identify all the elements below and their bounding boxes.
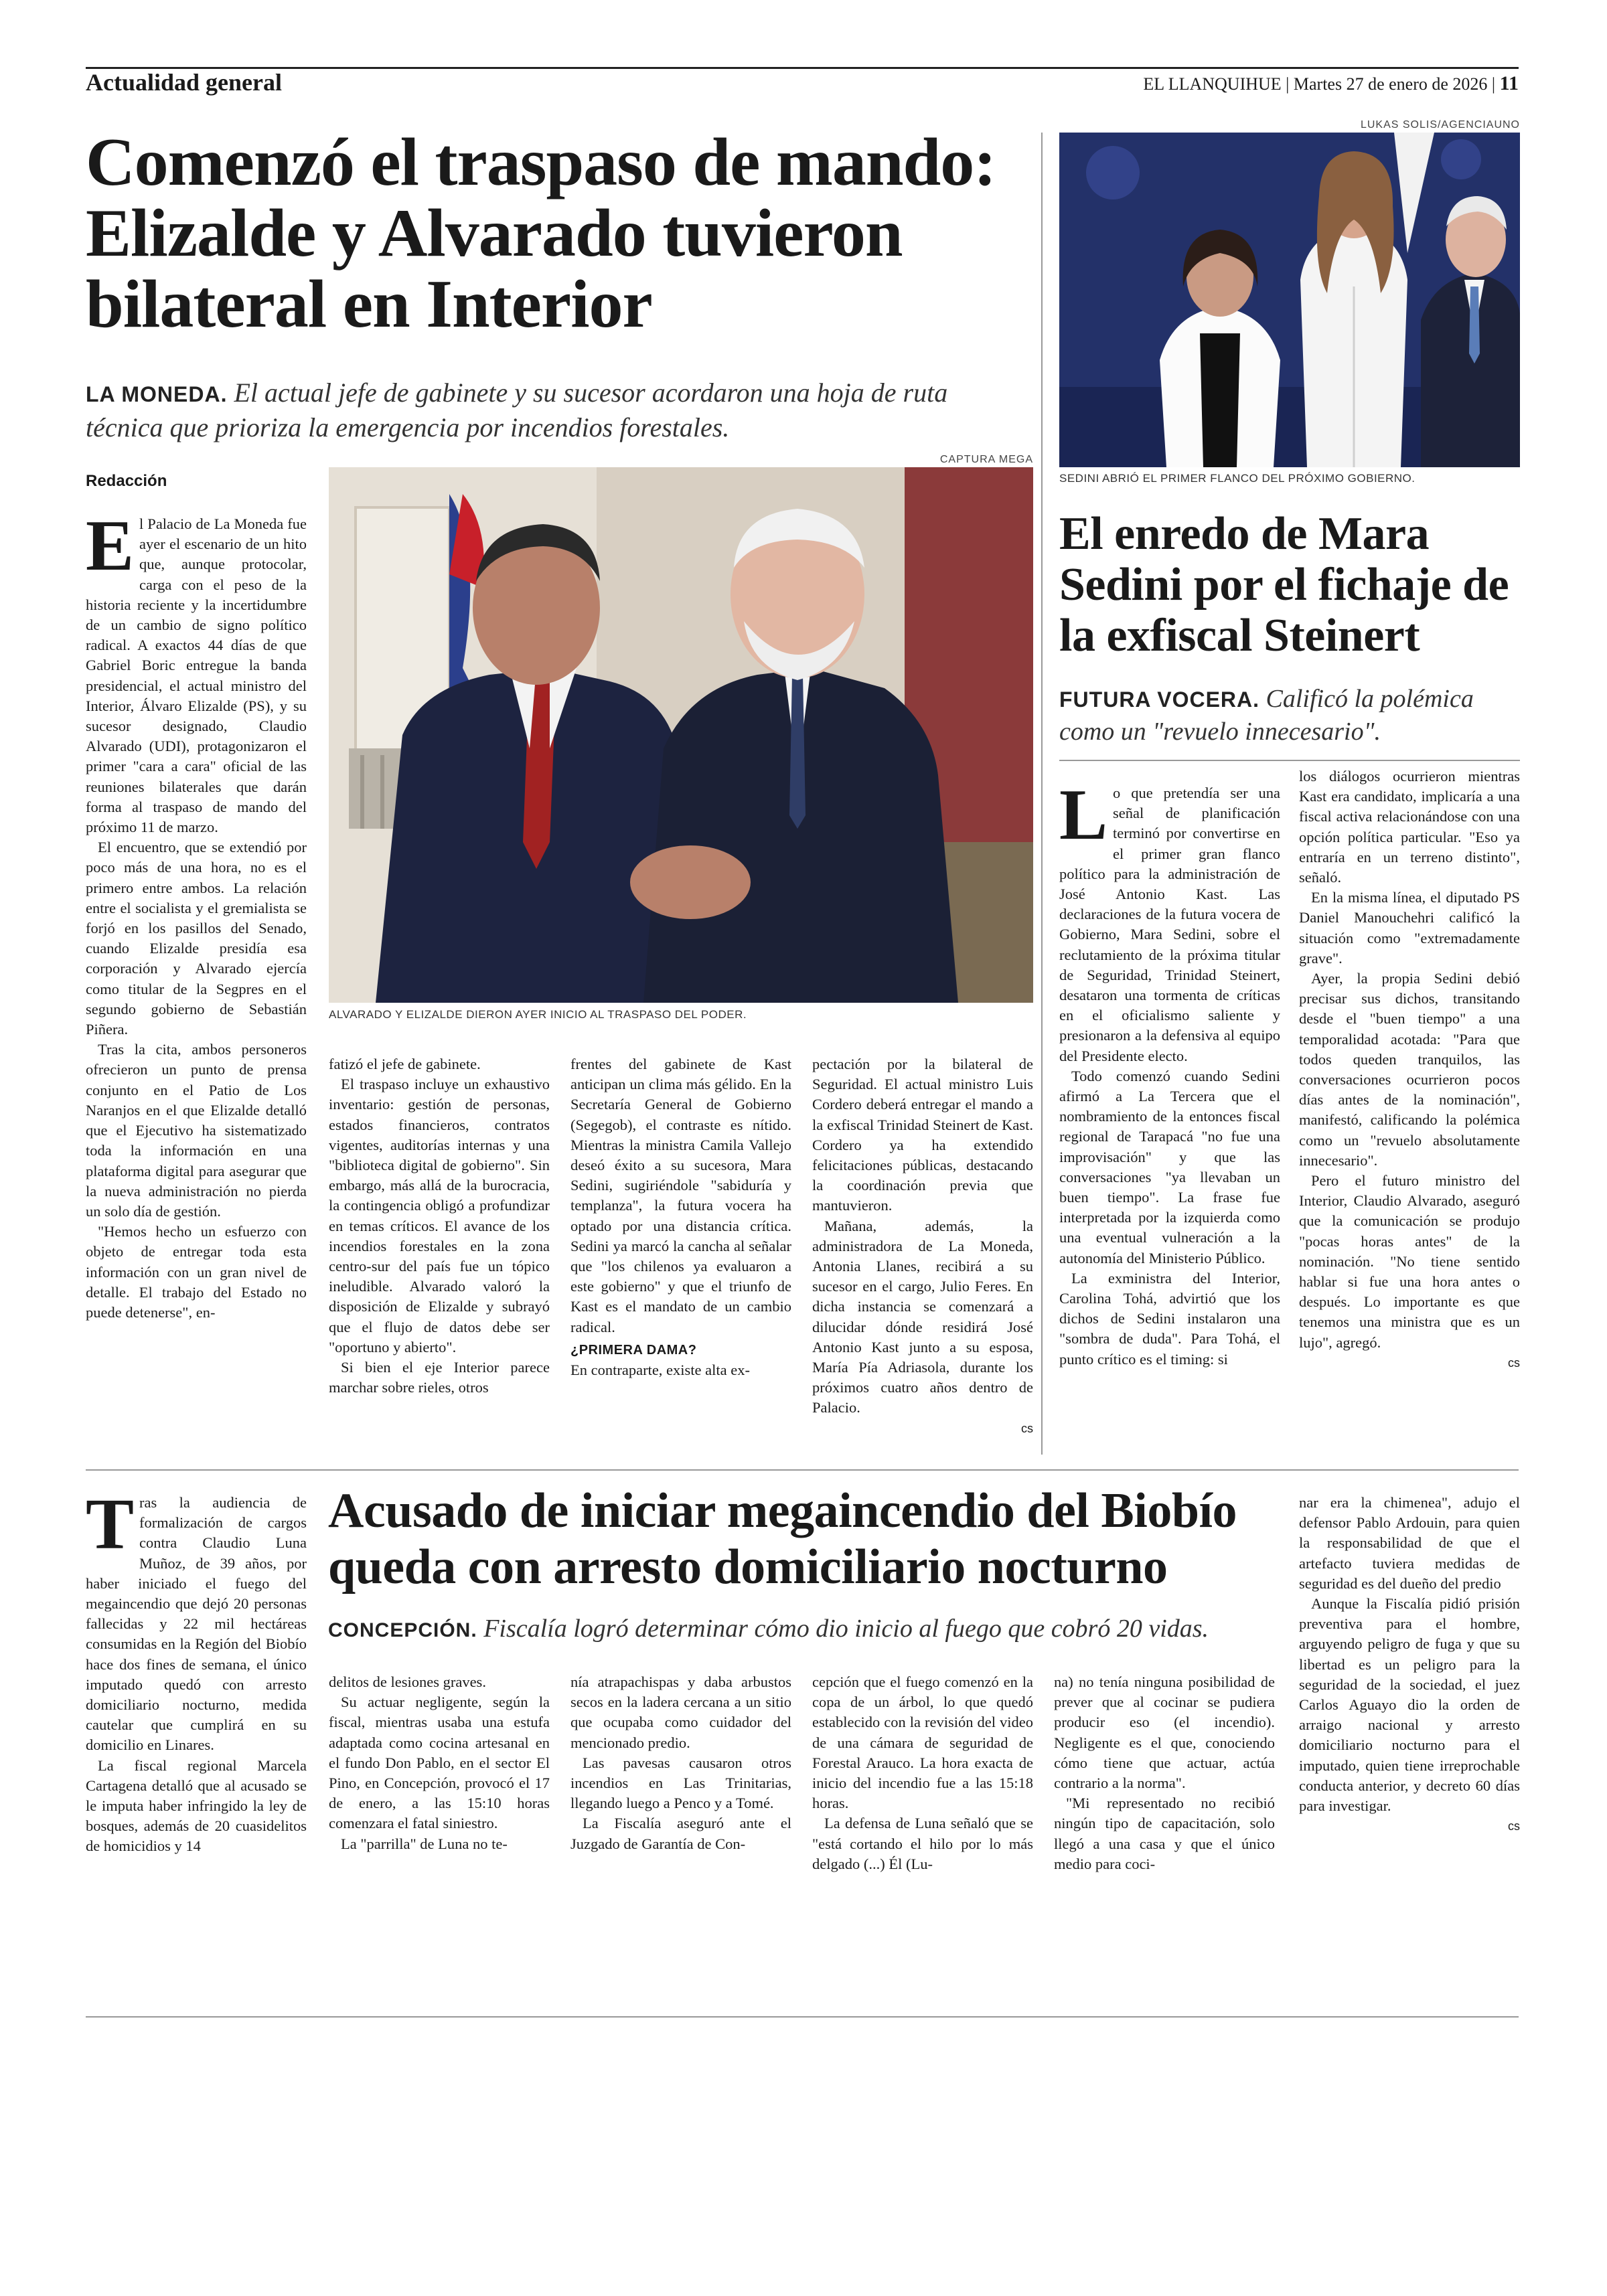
header-rule bbox=[86, 67, 1519, 69]
bottom-col-4 bbox=[812, 1672, 1033, 1874]
paragraph: La defensa de Luna señaló que se "está cortando el hilo por lo más delgado (...) Él (Lu- bbox=[812, 1815, 1033, 1872]
main-col-3 bbox=[570, 1054, 791, 1380]
bottom-col-6 bbox=[1299, 1493, 1520, 1836]
paragraph: Las pavesas causaron otros incendios en Las Trinitarias, llegando luego a Penco y a Tomé. bbox=[570, 1754, 791, 1812]
paragraph: "Mi representado no recibió ningún tipo de capacitación, solo llegó a una casa y que el único medio para coci- bbox=[1054, 1795, 1275, 1872]
issue-date: Martes 27 de enero de 2026 bbox=[1293, 74, 1488, 94]
section-title: Actualidad general bbox=[86, 69, 282, 96]
main-kicker: LA MONEDA. bbox=[86, 382, 228, 406]
paragraph: los diálogos ocurrieron mientras Kast era candidato, implicaría a una fiscal activa relacionándose con una opción política particular. "Eso ya entraría en un terreno distinto", señaló. bbox=[1299, 768, 1520, 886]
paragraph: pectación por la bilateral de Seguridad. El actual ministro Luis Cordero deberá entregar el mando a la exfiscal Trinidad Steinert de Kast. Cordero ya ha extendido felicitaciones públicas, destacando la coordinación previa que mantuvieron. bbox=[812, 1056, 1033, 1214]
main-photo-illustration bbox=[329, 467, 1033, 1003]
sidebar-col-2 bbox=[1299, 766, 1520, 1373]
main-col-1 bbox=[86, 506, 307, 1323]
sidebar-headline: El enredo de Mara Sedini por el fichaje de la exfiscal Steinert bbox=[1059, 508, 1509, 661]
main-col-2 bbox=[329, 1054, 550, 1398]
paragraph: La Fiscalía aseguró ante el Juzgado de Garantía de Con- bbox=[570, 1815, 791, 1852]
paragraph: cepción que el fuego comenzó en la copa de un árbol, lo que quedó establecido con la revisión del video de una cámara de seguridad de Forestal Arauco. La hora exacta de inicio del incendio fue a las 15:18 horas. bbox=[812, 1673, 1033, 1812]
section-rule bbox=[86, 1469, 1519, 1471]
paragraph: En la misma línea, el diputado PS Daniel Manouchehri calificó la situación como "extremadamente grave". bbox=[1299, 889, 1520, 967]
paragraph: El encuentro, que se extendió por poco más de una hora, no es el primero entre ambos. La relación entre el socialista y el gremialista se forjó en los pasillos del Senado, cuando Elizalde presidía esa corporación y Alvarado ejercía como titular de la Segpres en el segundo gobierno de Sebastián Piñera. bbox=[86, 839, 307, 1038]
bottom-deck bbox=[328, 1613, 1292, 1646]
bottom-headline: Acusado de iniciar megaincendio del Biobío queda con arresto domiciliario nocturno bbox=[328, 1483, 1237, 1594]
paragraph: Tras la audiencia de formalización de cargos contra Claudio Luna Muñoz, de 39 años, por haber iniciado el fuego del megaincendio que dejó 20 personas fallecidas y 22 mil hectáreas consumidas en la Región del Biobío hace dos fines de semana, el único imputado quedó con arresto domiciliario nocturno, medida cautelar que cumplirá en su domicilio en Linares. bbox=[86, 1485, 307, 1754]
main-deck-text: El actual jefe de gabinete y su sucesor acordaron una hoja de ruta técnica que prioriza la emergencia por incendios forestales. bbox=[86, 378, 948, 442]
bottom-col-2 bbox=[329, 1672, 550, 1854]
paragraph: frentes del gabinete de Kast anticipan un clima más gélido. En la Secretaría General de Gobierno (Segegob), el contraste es nítido. Mientras la ministra Camila Vallejo deseó éxito a su sucesora, Mara Sedini, sugiriéndole "sabiduría y templanza", la futura vocera ha optado por una distancia crítica. Sedini ya marcó la cancha al señalar que "los chilenos ya evaluaron a este gobierno" y que el triunfo de Kast es el mandato de un cambio radical. bbox=[570, 1056, 791, 1335]
sidebar-deck-text: Calificó la polémica como un "revuelo innecesario". bbox=[1059, 685, 1474, 746]
photo-credit: CAPTURA MEGA bbox=[939, 454, 1033, 465]
paragraph: Todo comenzó cuando Sedini afirmó a La Tercera que el nombramiento de la entonces fiscal regional de Tarapacá "no fue una improvisación" y que las conversaciones "ya llevaban un buen tiempo". La frase fue interpretada por la izquierda como una eventual vulneración a la autonomía del Ministerio Público. bbox=[1059, 1067, 1280, 1266]
bottom-col-3 bbox=[570, 1672, 791, 1854]
bottom-col-1 bbox=[86, 1485, 307, 1857]
paragraph: Tras la cita, ambos personeros ofrecieron un punto de prensa conjunto en el Patio de Los Naranjos en el que Elizalde detalló que el Ejecutivo ha sistematizado toda la información en una plataforma digital para asegurar que la nueva administración no pierda un solo día de gestión. bbox=[86, 1041, 307, 1220]
column-divider bbox=[1041, 133, 1043, 1455]
sidebar-photo-illustration bbox=[1059, 133, 1520, 467]
sidebar-kicker: FUTURA VOCERA. bbox=[1059, 687, 1260, 712]
page-number: 11 bbox=[1499, 72, 1519, 94]
subhead: ¿PRIMERA DAMA? bbox=[570, 1342, 697, 1358]
paragraph: La exministra del Interior, Carolina Tohá, advirtió que los dichos de Sedini instalaron una "sombra de duda". Para Tohá, el punto crítico es el timing: si bbox=[1059, 1269, 1280, 1368]
paragraph: Lo que pretendía ser una señal de planificación terminó por convertirse en el primer gran flanco político para la administración de José Antonio Kast. Las declaraciones de la futura vocera de Gobierno, Mara Sedini, sobre el reclutamiento de la próxima titular de Seguridad, Trinidad Steinert, desataron una tormenta de críticas en el oficialismo saliente y presionaron a la defensiva al equipo del Presidente electo. bbox=[1059, 775, 1280, 1064]
paragraph: nar era la chimenea", adujo el defensor Pablo Ardouin, para quien la responsabilidad de que el artefacto tuviera medidas de seguridad es del dueño del predio bbox=[1299, 1494, 1520, 1592]
end-mark: cs bbox=[1508, 1819, 1520, 1833]
drop-cap: L bbox=[1059, 775, 1108, 855]
end-mark: cs bbox=[1021, 1421, 1033, 1435]
end-mark: cs bbox=[1508, 1356, 1520, 1370]
paragraph: Si bien el eje Interior parece marchar sobre rieles, otros bbox=[329, 1359, 550, 1396]
paragraph: delitos de lesiones graves. bbox=[329, 1673, 486, 1690]
drop-cap: T bbox=[86, 1485, 135, 1564]
sidebar-photo bbox=[1059, 133, 1520, 467]
bottom-kicker: CONCEPCIÓN. bbox=[328, 1619, 477, 1641]
main-photo bbox=[329, 467, 1033, 1003]
paragraph: Su actuar negligente, según la fiscal, mientras usaba una estufa adaptada como cocina artesanal en el fundo Don Pablo, en el sector El Pino, en Concepción, provocó el 17 de enero, a las 15:10 horas comenzara el fatal siniestro. bbox=[329, 1694, 550, 1832]
paragraph: nía atrapachispas y daba arbustos secos en la ladera cercana a un sitio que ocupaba como cuidador del mencionado predio. bbox=[570, 1673, 791, 1751]
paragraph: na) no tenía ninguna posibilidad de prever que al cocinar se pudiera producir eso (el incendio). Negligente es el que, conociendo cómo tiene que actuar, actúa contrario a la norma". bbox=[1054, 1673, 1275, 1792]
paragraph: Ayer, la propia Sedini debió precisar sus dichos, transitando desde el "buen tiempo" a una temporalidad acotada: "Para que todos queden tranquilos, las conversaciones ocurrieron pocos días antes de la nominación", manifestó, calificando la polémica como un "revuelo absolutamente innecesario". bbox=[1299, 970, 1520, 1169]
paragraph: La "parrilla" de Luna no te- bbox=[341, 1835, 508, 1852]
folio: EL LLANQUIHUE | Martes 27 de enero de 2026 | 11 bbox=[1143, 72, 1519, 94]
paragraph: La fiscal regional Marcela Cartagena detalló que al acusado se le imputa haber infringido la ley de bosques, además de 20 cuasidelitos de homicidios y 14 bbox=[86, 1756, 307, 1855]
paragraph: "Hemos hecho un esfuerzo con objeto de entregar toda esta información con un gran nivel de detalle. El trabajo del Estado no puede detenerse", en- bbox=[86, 1223, 307, 1321]
bottom-col-5 bbox=[1054, 1672, 1275, 1874]
bottom-rule bbox=[86, 2016, 1519, 2018]
sidebar-col-1 bbox=[1059, 775, 1280, 1370]
paragraph: El Palacio de La Moneda fue ayer el escenario de un hito que, aunque protocolar, carga con el peso de la historia reciente y la incertidumbre de un cambio de signo político radical. A exactos 44 días de que Gabriel Boric entregue la banda presidencial, el actual ministro del Interior, Álvaro Elizalde (PS), y su sucesor designado, Claudio Alvarado (UDI), protagonizaron el primer "cara a cara" oficial de las reuniones bilaterales que darán forma al traspaso de mando del próximo 11 de marzo. bbox=[86, 506, 307, 836]
paragraph: Aunque la Fiscalía pidió prisión preventiva para el hombre, arguyendo peligro de fuga y que su libertad es un peligro para la seguridad de la sociedad, el juez Carlos Aguayo dio la orden de arraigo nacional y arresto domiciliario nocturno para el imputado, quien tiene irreprochable conducta anterior, y decreto 60 días para investigar. bbox=[1299, 1595, 1520, 1815]
paragraph: Mañana, además, la administradora de La Moneda, Antonia Llanes, recibirá a su sucesor en el cargo, Julio Feres. En dicha instancia se comenzará a dilucidar dónde residirá José Antonio Kast junto a su esposa, María Pía Adriasola, durante los próximos cuatro años dentro de Palacio. bbox=[812, 1217, 1033, 1416]
sidebar-photo-caption: SEDINI ABRIÓ EL PRIMER FLANCO DEL PRÓXIMO GOBIERNO. bbox=[1059, 472, 1415, 485]
main-headline: Comenzó el traspaso de mando: Elizalde y Alvarado tuvieron bilateral en Interior bbox=[86, 125, 996, 342]
publication-name: EL LLANQUIHUE bbox=[1143, 74, 1282, 94]
paragraph: Pero el futuro ministro del Interior, Claudio Alvarado, aseguró que la comunicación se produjo "pocas horas antes" de la nominación. "No tiene sentido hablar si fue una hora antes o después. Lo importante es que tenemos una ministra que es un lujo", agregó. bbox=[1299, 1172, 1520, 1351]
main-col-4 bbox=[812, 1054, 1033, 1439]
sidebar-deck bbox=[1059, 683, 1521, 748]
paragraph: En contraparte, existe alta ex- bbox=[570, 1362, 750, 1379]
sidebar-rule bbox=[1059, 760, 1520, 761]
main-deck bbox=[86, 376, 1023, 444]
byline: Redacción bbox=[86, 472, 167, 490]
paragraph: El traspaso incluye un exhaustivo inventario: gestión de personas, estados financieros, contratos vigentes, auditorías internas y una "biblioteca digital de gobierno". Sin embargo, más allá de la burocracia, la contingencia obligó a profundizar en temas críticos. El avance de los incendios forestales en la zona centro-sur del país fue un tópico ineludible. Alvarado valoró la disposición de Elizalde y subrayó que el flujo de datos debe ser "oportuno y abierto". bbox=[329, 1076, 550, 1356]
bottom-deck-text: Fiscalía logró determinar cómo dio inicio al fuego que cobró 20 vidas. bbox=[483, 1615, 1209, 1643]
paragraph: fatizó el jefe de gabinete. bbox=[329, 1056, 481, 1072]
drop-cap: E bbox=[86, 506, 135, 586]
sidebar-photo-credit: LUKAS SOLIS/AGENCIAUNO bbox=[1360, 119, 1520, 131]
main-photo-caption: ALVARADO Y ELIZALDE DIERON AYER INICIO AL TRASPASO DEL PODER. bbox=[329, 1008, 747, 1021]
